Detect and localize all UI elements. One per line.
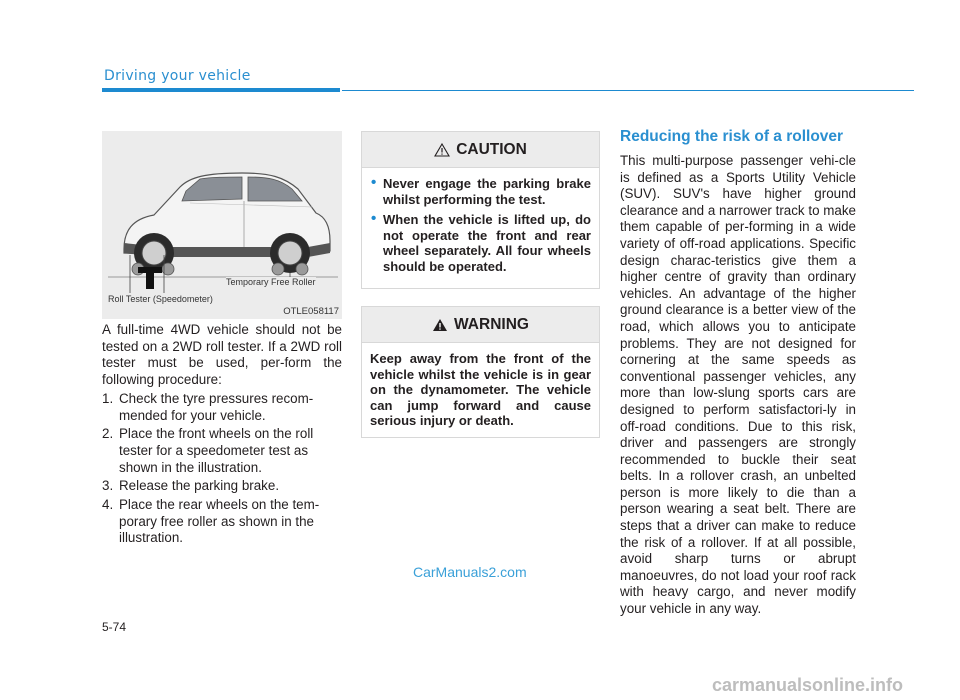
caution-item-text: When the vehicle is lifted up, do not operate the front and rear wheel separately. All four wheels should be operated. [383,212,591,274]
warning-title: WARNING [454,315,529,333]
procedure-steps [102,391,342,547]
step-number: 2. [102,426,114,442]
step-number: 3. [102,478,114,494]
step-number: 1. [102,390,114,406]
intro-paragraph: A full-time 4WD vehicle should not be tested on a 2WD roll tester. If a 2WD roll tester must be used, per-form the following procedure: [102,322,342,388]
list-item [102,426,342,476]
warning-triangle-outline-icon [434,143,450,157]
list-item [370,212,591,274]
warning-triangle-filled-icon [432,318,448,332]
page-number: 5-74 [102,620,127,634]
rollover-heading: Reducing the risk of a rollover [620,128,844,145]
warning-box [361,306,600,438]
caution-item-text: Never engage the parking brake whilst performing the test. [383,176,591,207]
list-item [102,497,342,547]
figure-label-roll-tester: Roll Tester (Speedometer) [108,294,213,304]
caution-header [362,132,599,168]
caution-body [362,168,599,288]
caution-box [361,131,600,289]
warning-header [362,307,599,343]
step-text: Place the front wheels on the roll tester for a speedometer test as shown in the illustration. [119,426,314,475]
list-item [102,391,342,424]
step-number: 4. [102,497,114,513]
step-text: Release the parking brake. [119,478,280,494]
watermark-link[interactable]: CarManuals2.com [413,564,527,580]
figure-label-free-roller: Temporary Free Roller [226,277,316,287]
left-column [102,322,342,549]
header-rule-thin [342,90,914,91]
figure-code: OTLE058117 [283,306,339,317]
caution-title: CAUTION [456,140,527,158]
list-item [102,478,342,495]
vehicle-illustration [102,131,342,319]
header-rule-thick [102,88,340,92]
list-item [370,176,591,207]
rollover-body: This multi-purpose passenger vehi-cle is defined as a Sports Utility Vehicle (SUV). SUV's have higher ground clearance and a narrower track to make them capable of per-forming in a wide variety of off-road applications. Specific design charac-teristics give them a higher centre of gravity than ordinary vehicles. An advantage of the higher ground clearance is a better view of the road, which allows you to anticipate problems. They are not designed for cornering at the same speeds as conventional passenger vehicles, any more than low-slung sports cars are designed to perform satisfactori-ly in off-road conditions. Due to this risk, driver and passengers are strongly recommended to buckle their seat belts. In a rollover crash, an unbelted person is more likely to die than a person wearing a seat belt. There are steps that a driver can make to reduce the risk of a rollover. If at all possible, avoid sharp turns or abrupt manoeuvres, do not load your roof rack with heavy cargo, and never modify your vehicle in any way. [620,153,856,617]
step-text: Check the tyre pressures recom-mended for your vehicle. [119,390,314,423]
bullet-icon: • [371,210,377,228]
warning-text: Keep away from the front of the vehicle whilst the vehicle is in gear on the dynamometer. The vehicle can jump forward and cause serious injury or death. [370,351,591,429]
footer-site-watermark: carmanualsonline.info [712,675,904,695]
suv-on-roll-tester-drawing [102,131,342,319]
bullet-icon: • [371,174,377,191]
section-title: Driving your vehicle [104,68,251,84]
warning-body [362,343,599,437]
step-text: Place the rear wheels on the tem-porary free roller as shown in the illustration. [119,497,320,546]
